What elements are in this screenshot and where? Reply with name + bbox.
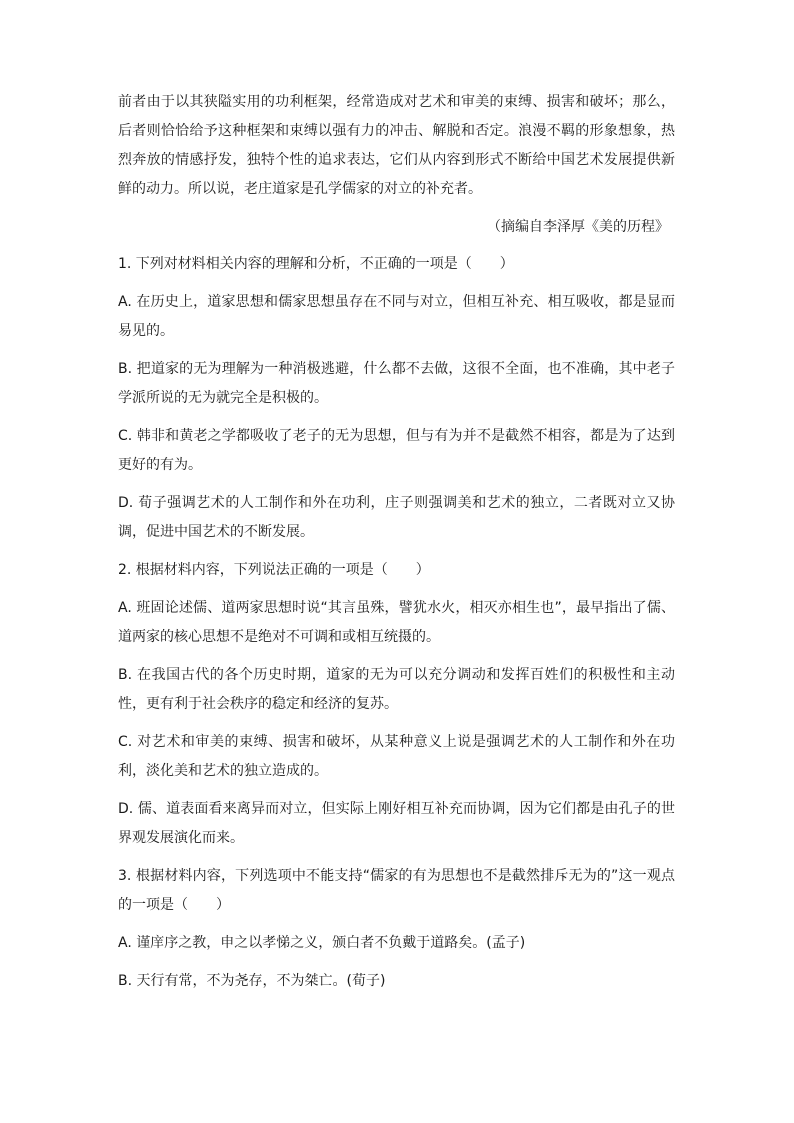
passage-paragraph: 前者由于以其狭隘实用的功利框架，经常造成对艺术和审美的束缚、损害和破坏；那么，后者则恰恰给予这种框架和束缚以强有力的冲击、解脱和否定。浪漫不羁的形象想象，热烈奔放的情感抒发，独特个性的追求表达，它们从内容到形式不断给中国艺术发展提供新鲜的动力。所以说，老庄道家是孔学儒家的对立的补充者。 <box>118 94 675 197</box>
question-2-option-a: A. 班固论述儒、道两家思想时说“其言虽殊，譬犹水火，相灭亦相生也”，最早指出了儒、道两家的核心思想不是绝对不可调和或相互统摄的。 <box>118 600 675 645</box>
question-3-option-a: A. 谨庠序之教，申之以孝悌之义，颁白者不负戴于道路矣。(孟子) <box>118 935 526 951</box>
question-2-option-b: B. 在我国古代的各个历史时期，道家的无为可以充分调动和发挥百姓们的积极性和主动性，更有利于社会秩序的稳定和经济的复苏。 <box>118 667 675 712</box>
question-2-stem: 2. 根据材料内容，下列说法正确的一项是（ ） <box>118 562 430 578</box>
source-citation: （摘编自李泽厚《美的历程》 <box>487 219 669 235</box>
question-1-option-d: D. 荀子强调艺术的人工制作和外在功利，庄子则强调美和艺术的独立，二者既对立又协调，促进中国艺术的不断发展。 <box>118 495 675 540</box>
document-body <box>118 88 675 1005</box>
question-1-stem: 1. 下列对材料相关内容的理解和分析，不正确的一项是（ ） <box>118 256 514 272</box>
question-3-option-b: B. 天行有常，不为尧存，不为桀亡。(荀子) <box>118 973 386 989</box>
question-1-option-b: B. 把道家的无为理解为一种消极逃避，什么都不去做，这很不全面，也不准确，其中老子学派所说的无为就完全是积极的。 <box>118 361 675 406</box>
question-3-stem: 3. 根据材料内容，下列选项中不能支持“儒家的有为思想也不是截然排斥无为的”这一观点的一项是（ ） <box>118 868 675 913</box>
question-1-option-c: C. 韩非和黄老之学都吸收了老子的无为思想，但与有为并不是截然不相容，都是为了达到更好的有为。 <box>118 428 675 473</box>
question-2-option-d: D. 儒、道表面看来离异而对立，但实际上刚好相互补充而协调，因为它们都是由孔子的世界观发展演化而来。 <box>118 801 675 846</box>
question-1-option-a: A. 在历史上，道家思想和儒家思想虽存在不同与对立，但相互补充、相互吸收，都是显而易见的。 <box>118 294 675 339</box>
question-2-option-c: C. 对艺术和审美的束缚、损害和破坏，从某种意义上说是强调艺术的人工制作和外在功利，淡化美和艺术的独立造成的。 <box>118 734 675 779</box>
